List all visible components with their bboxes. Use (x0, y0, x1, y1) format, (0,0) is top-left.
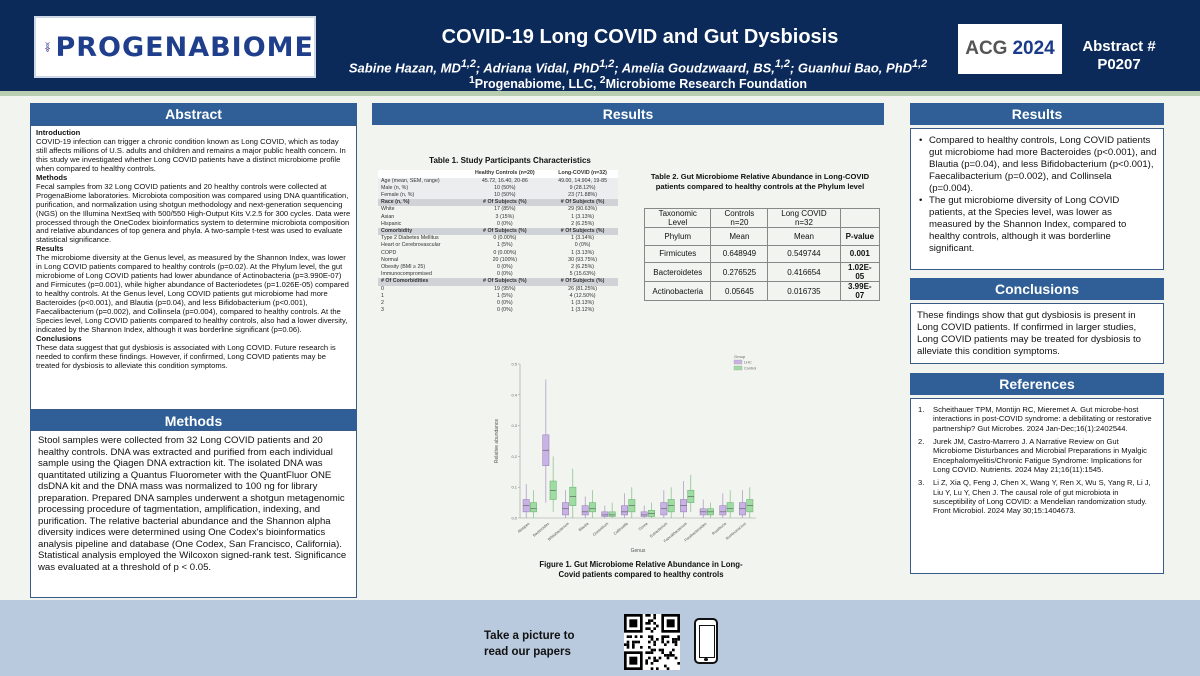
table-row (378, 271, 618, 278)
table-cell: 4 (12.50%) (569, 292, 596, 299)
table-row (378, 192, 618, 199)
table-cell: 23 (71.88%) (547, 192, 618, 199)
genus-boxplot (486, 350, 766, 562)
table-cell (378, 170, 462, 178)
table-cell: 10 (50%) (462, 192, 547, 199)
table-cell: 2 (6.25%) (571, 220, 595, 227)
x-tick-label: Dorea (637, 521, 649, 532)
table-cell: Controls n=20 (711, 209, 768, 228)
x-tick-label: Parabacteroides (683, 521, 708, 543)
table-row (378, 286, 618, 293)
result-bullet: • The gut microbiome diversity of Long COVID patients, at the Species level, was lower as measured by the Shannon Index, compared to healthy controls, although it was borderline significant. (929, 195, 1157, 255)
results-summary (910, 128, 1164, 270)
table-row (378, 214, 618, 221)
progenabiome-logo (34, 16, 316, 78)
table-row (378, 228, 618, 235)
box (641, 512, 647, 517)
poster-header (0, 0, 1200, 96)
y-tick-label: 0.2 (511, 453, 517, 459)
x-tick-label: Faecalibacterium (663, 521, 688, 544)
table-cell: # Of Subjects (%) (462, 278, 547, 285)
table-cell: COPD (381, 249, 397, 256)
table-cell: White (381, 206, 395, 213)
author: Amelia Goudzwaard, BS, (621, 60, 775, 76)
author: Sabine Hazan, MD (348, 60, 461, 76)
table-cell: 0 (381, 285, 384, 292)
table-cell: 0 (0%) (574, 242, 591, 249)
abstract-number: Abstract # P0207 (1082, 38, 1156, 73)
table-cell: 1 (5%) (497, 242, 513, 249)
references-heading: References (910, 373, 1164, 395)
table-cell: 1 (5%) (497, 292, 513, 299)
x-tick-label: Collinsella (612, 521, 629, 536)
reference-item: 2. Jurek JM, Castro-Marrero J. A Narrative Review on Gut Microbiome Disturbances and Microbial Preparations in Myalgic Encephalomyelitis/Chronic Fatigue Syndrome: Implications for Long COVID. Nutrients. 2024 May 21;16(11):1545. (918, 437, 1147, 475)
table-cell: 20 (100%) (492, 256, 518, 263)
x-tick-label: Roseburia (711, 521, 728, 536)
figure1-caption: Figure 1. Gut Microbiome Relative Abundance in Long-Covid patients compared to healthy controls (539, 560, 743, 579)
box (727, 503, 733, 512)
table-cell: 2 (381, 299, 384, 306)
table-row (378, 257, 618, 264)
y-axis-label: Relative abundance (494, 418, 500, 464)
phylum-abundance-table (644, 208, 880, 301)
legend-swatch (734, 366, 742, 370)
table-cell: 0 (0%) (497, 271, 513, 278)
table-cell: Firmicutes (645, 245, 711, 263)
table-row (378, 307, 618, 314)
y-tick-label: 0.3 (511, 423, 517, 429)
table-row (378, 264, 618, 271)
table-cell: Hispanic (381, 220, 402, 227)
legend-label: LHC (744, 360, 752, 365)
table-row (645, 245, 880, 263)
table-cell: 0.05645 (711, 282, 768, 301)
table-cell: # Of Subjects (%) (547, 199, 618, 206)
table-row (378, 221, 618, 228)
table-cell: Actinobacteria (645, 282, 711, 301)
table-cell: 2 (6.25%) (571, 263, 595, 270)
dna-helix-icon (44, 21, 51, 73)
table-cell: Phylum (645, 228, 711, 246)
table-cell: 29 (90.63%) (568, 206, 597, 213)
abstract-heading: Abstract (30, 103, 357, 125)
table-cell: Normal (381, 256, 399, 263)
results-center-heading: Results (372, 103, 884, 125)
table-cell: Long COVID n=32 (768, 209, 840, 228)
x-axis-label: Genus (630, 548, 646, 554)
table-cell: 0.549744 (768, 245, 840, 263)
table-cell: Bacteroidetes (645, 263, 711, 282)
table-cell: 10 (50%) (462, 185, 547, 192)
table-cell: Healthy Controls (n=20) (462, 170, 547, 178)
table-cell (840, 209, 879, 228)
y-tick-label: 0.5 (511, 361, 517, 367)
x-tick-label: Bifidobacterium (547, 521, 570, 542)
table-cell: 5 (15.63%) (569, 271, 596, 278)
y-tick-label: 0.0 (511, 515, 517, 521)
table-row (378, 185, 618, 192)
table-cell: Obesity (BMI ≥ 25) (381, 263, 426, 270)
table-cell: 45.72, 16.40, 20-86 (462, 178, 547, 185)
table-cell: 0 (0%) (497, 299, 513, 306)
table-cell: Female (n, %) (378, 192, 462, 199)
box (602, 512, 608, 517)
table-cell: 1 (381, 292, 384, 299)
x-tick-label: Clostridium (592, 521, 610, 537)
table-cell: Male (n, %) (378, 185, 462, 192)
x-tick-label: Eubacterium (649, 521, 669, 539)
author: Guanhui Bao, PhD (797, 60, 913, 76)
table-cell: # Of Comorbidities (378, 278, 462, 285)
table-cell: 0.648949 (711, 245, 768, 263)
table-cell: Type 2 Diabetes Mellitus (381, 235, 439, 242)
table-cell: 1 (3.13%) (571, 299, 595, 306)
table-cell: 0 (0%) (497, 307, 513, 314)
table-row (378, 235, 618, 242)
author-list: Sabine Hazan, MD$^{1,2}$; Adriana Vidal, PhD$^{1,2}$; Amelia Goudzwaard, BS,$^{1,2}$; Guanhui Bao, PhD$^{1,2}$ (348, 58, 928, 76)
conclusions-body: These findings show that gut dysbiosis is present in Long COVID patients. If confirmed in larger studies, Long COVID patients may be treated for dysbiosis to alleviate this condition symptoms. (910, 303, 1164, 364)
legend-label: Control (744, 366, 757, 371)
box (589, 503, 595, 512)
table-row (378, 250, 618, 257)
table-cell: # Of Subjects (%) (462, 199, 547, 206)
table-row (378, 206, 618, 213)
table-cell: Comorbidity (378, 228, 462, 235)
table-cell: Heart or Cerebrovascular (381, 242, 441, 249)
table-cell: 0.276525 (711, 263, 768, 282)
legend-swatch (734, 360, 742, 364)
table-cell: 19 (95%) (494, 285, 516, 292)
table-row (378, 178, 618, 185)
author: Adriana Vidal, PhD (483, 60, 600, 76)
conclusions-heading: Conclusions (910, 278, 1164, 300)
table-cell: 30 (93.75%) (568, 256, 597, 263)
table-cell: 3.99E-07 (840, 282, 879, 301)
table-cell: 0.416654 (768, 263, 840, 282)
table-cell: 0.001 (840, 245, 879, 263)
logo-wordmark: PROGENABIOME (55, 31, 314, 63)
table-cell: 1 (3.13%) (571, 213, 595, 220)
table-cell: Taxonomic Level (645, 209, 711, 228)
table-header-row (645, 228, 880, 246)
x-tick-label: Alistipes (517, 521, 531, 534)
acg-2024-logo: ACG 2024 (958, 24, 1062, 74)
results-right-heading: Results (910, 103, 1164, 125)
reference-item: 1. Scheithauer TPM, Montijn RC, Mieremet A. Gut microbe-host interactions in post-COVID syndrome: a debilitating or restorative partnership? Gut Microbes. 2024 Jan-Dec;16(1):2402544. (918, 405, 1152, 433)
table-cell: 49.00, 14.904, 19-85 (547, 178, 618, 185)
reference-item: 3. Li Z, Xia Q, Feng J, Chen X, Wang Y, Ren X, Wu S, Yang R, Li J, Liu Y, Lu Y, Chen J. The causal role of gut microbiota in susceptibility of Long COVID: a Mendelian randomization study. Front Microbiol. 2024 May 30;15:1404673. (918, 478, 1151, 516)
table-cell: 3 (381, 307, 384, 314)
abstract-body: Introduction COVID-19 infection can trigger a chronic condition known as Long COVID, which as today still affects millions of U.S. adults and children and remains a major public health concern. In this study we investigated whether Long COVID patients have a distinct microbiome profile when compared to healthy controls. Methods Fecal samples from 32 Long COVID patients and 20 healthy controls were collected at ProgenaBiome laboratories. Microbiota composition was compared using DNA quantification, purification, and normalization using shotgun methodology and next-generation sequencing (NGS) on the Illumina NextSeq with 500/550 High-Output Kits V.2.5 for 300 cycles. Data were processed through the OneCodex bioinformatics system to determine microbiota composition and relative abundances of top genera and phyla. A two-sample t-test was used to evaluate statistical significance. Results The microbiome diversity at the Genus level, as measured by the Shannon Index, was lower in Long COVID patients compared to healthy controls (p=0.02). At the Phylum level, the gut microbiome of Long COVID patients had lower abundance of Actinobacteria (p=3.990E-07) and Firmicutes (p=0.001), while higher abundance of Bacteriodetes (p=1.026E-05) compared to healthy controls. At the Genus level, Long COVID patients gut microbiome had more Bacteroides (p<0.001), and Blautia (p=0.04), and less Bifidobacterium (p<0.001), Faecalibacterium (p=0.002), and Collinsela (p=0.004), compared to healthy controls. At the Species level, Long COVID patients compared to healthy controls, also had a lower diversity, indicated by the Shannon Index, although it was borderline significant (p=0.06). Conclusions These data suggest that gut dysbiosis is associated with Long COVID. Future research is needed to confirm these findings. However, if confirmed, Long COVID patients may be treated for dysbiosis to alleviate this condition symptoms. (30, 125, 357, 410)
table-cell: Immunocompromised (381, 271, 432, 278)
table-cell: Long-COVID (n=32) (547, 170, 618, 178)
box (720, 506, 726, 515)
table-cell: Mean (711, 228, 768, 246)
box (609, 512, 615, 517)
table1-title: Table 1. Study Participants Characteristics (429, 156, 591, 165)
table-header-row (645, 209, 880, 228)
footer-text: Take a picture to read our papers (484, 630, 575, 658)
table2-title: Table 2. Gut Microbiome Relative Abundance in Long-COVID patients compared to healthy controls at the Phylum level (650, 172, 870, 191)
box (530, 503, 536, 512)
phone-icon (694, 618, 718, 664)
table-cell: 0.016735 (768, 282, 840, 301)
table-cell: 0 (0%) (497, 263, 513, 270)
x-tick-label: Ruminococcus (725, 521, 747, 541)
table-row (645, 282, 880, 301)
table-cell: 26 (81.25%) (568, 285, 597, 292)
table-cell: 3 (15%) (495, 213, 515, 220)
table-cell: 17 (85%) (494, 206, 516, 213)
methods-body: Stool samples were collected from 32 Long COVID patients and 20 healthy controls. DNA was extracted and purified from each individual sample using the Qiagen DNA extraction kit. The isolated DNA was quantitated utilizing a Quantus Fluorometer with the QuantFluor ONE dsDNA kit and the DNA mass was normalized to 100 ng for library preparation. Prepared DNA samples underwent a shotgun metagenomic processing procedure of tagmentation, amplification, indexing, and purification. The relative bacterial abundance and the Shannon alpha diversity indices were determined using One Codex's bioinformatics analysis pipeline and database (One Codex, San Francisco, California). Statistical analysis employed the Wilcoxon signed-rank test. Significance was evaluated at a threshold of p < 0.05. (30, 430, 357, 598)
table-cell: 0 (0.00%) (493, 249, 517, 256)
table-cell: 9 (28.12%) (547, 185, 618, 192)
table-row (378, 242, 618, 249)
table-header-row (378, 170, 618, 178)
table-cell: 1.02E-05 (840, 263, 879, 282)
table-cell: 1 (3.12%) (571, 307, 595, 314)
box (582, 506, 588, 515)
table-cell: 1 (3.14%) (571, 235, 595, 242)
table-cell: Asian (381, 213, 395, 220)
table-cell: Age (mean, SEM, range) (378, 178, 462, 185)
table-cell: 1 (3.13%) (571, 249, 595, 256)
table-cell: # Of Subjects (%) (547, 278, 618, 285)
poster-title: COVID-19 Long COVID and Gut Dysbiosis (441, 26, 839, 48)
table-row (645, 263, 880, 282)
x-tick-label: Blautia (577, 521, 590, 533)
x-tick-label: Bacteroides (532, 521, 551, 538)
table-cell: Mean (768, 228, 840, 246)
references-list (910, 398, 1164, 574)
poster-footer (0, 600, 1200, 676)
table-row (378, 293, 618, 300)
y-tick-label: 0.4 (511, 392, 517, 398)
table-cell: 0 (0.00%) (493, 235, 517, 242)
methods-heading: Methods (30, 410, 357, 432)
legend-title: Group (734, 354, 746, 359)
table-row (378, 199, 618, 206)
table-row (378, 278, 618, 285)
table-row (378, 300, 618, 307)
box (621, 506, 627, 515)
y-tick-label: 0.1 (511, 484, 517, 490)
result-bullet: • Compared to healthy controls, Long COVID patients gut microbiome had more Bacteroides (p<0.001), and Blautia (p=0.04), and less Bifidobacterium (p<0.001), Faecalibacterium (p=0.002), and Collinsela (p=0.004). (929, 135, 1157, 195)
table-cell: # Of Subjects (%) (462, 228, 547, 235)
table-cell: 0 (0%) (497, 220, 513, 227)
qr-code-icon[interactable] (624, 614, 680, 670)
affiliations: $^1$Progenabiome, LLC, $^2$Microbiome Research Foundation (468, 75, 808, 92)
table-cell: # Of Subjects (%) (547, 228, 618, 235)
table-cell: P-value (840, 228, 879, 246)
participants-table (378, 170, 618, 314)
table-cell: Race (n, %) (378, 199, 462, 206)
